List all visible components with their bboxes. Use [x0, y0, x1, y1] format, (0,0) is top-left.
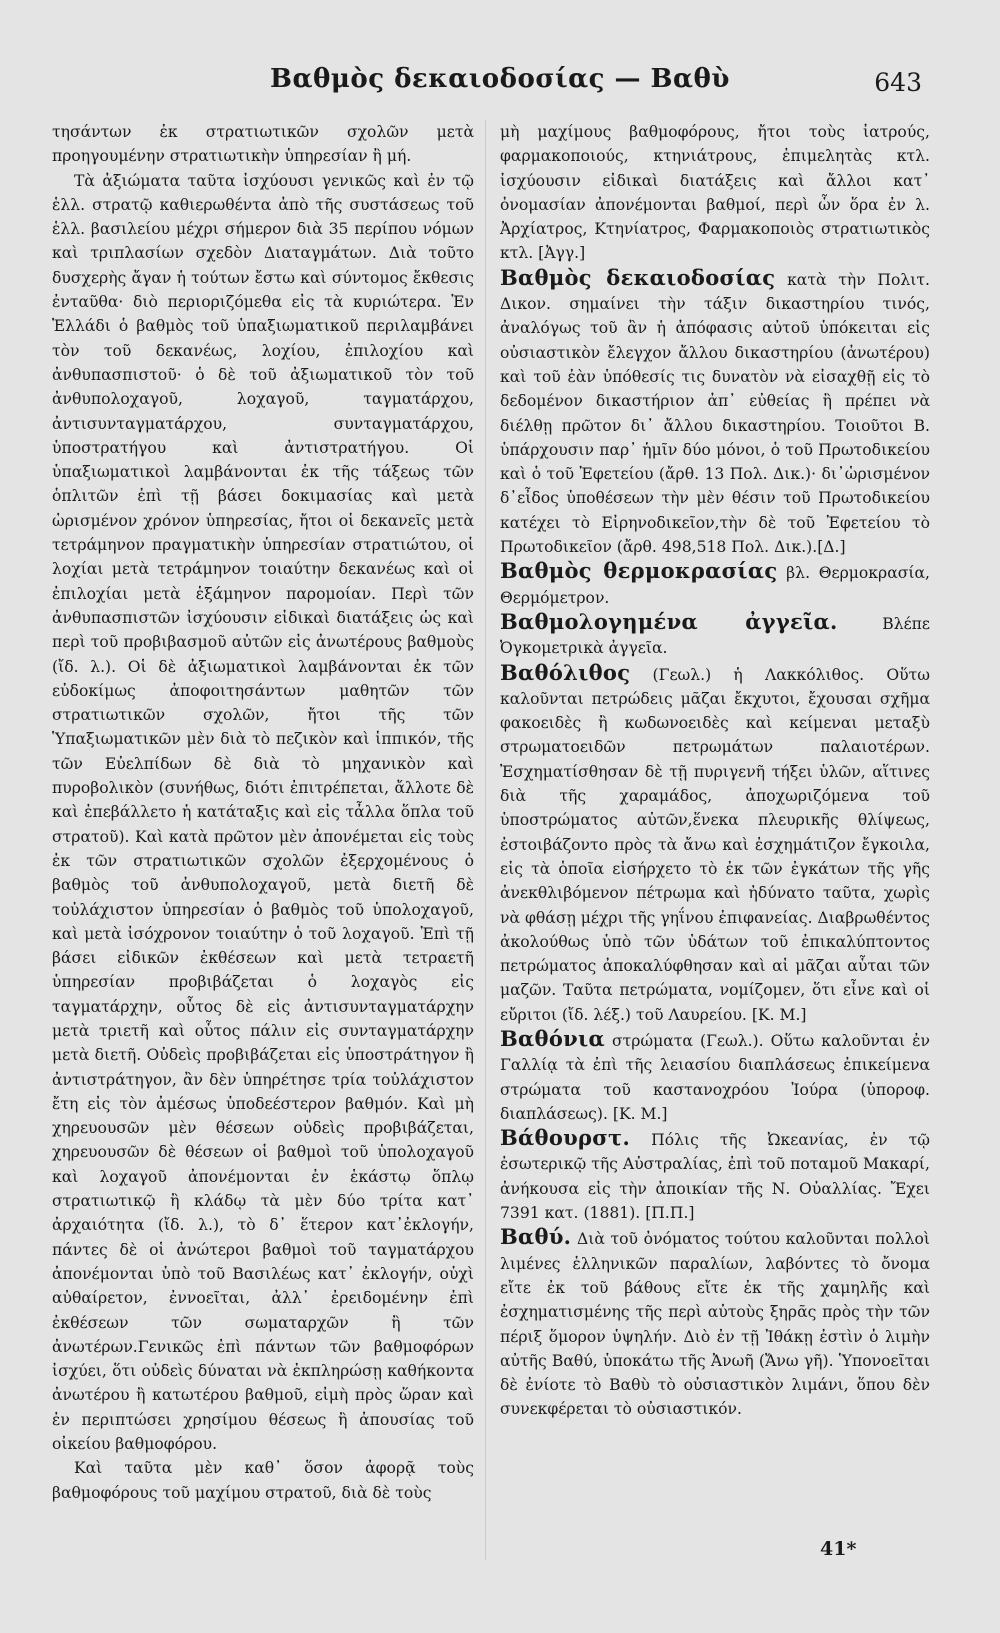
page-header	[0, 62, 1000, 106]
right-column	[500, 120, 930, 1422]
entry-text: Βλέπε Ὀγκομετρικὰ ἀγγεῖα.	[500, 614, 930, 658]
entry-text: βλ. Θερμοκρασία, Θερμόμετρον.	[500, 564, 930, 607]
right-intro: μὴ μαχίμους βαθμοφόρους, ἤτοι τοὺς ἰατρούς, φαρμακοποιούς, κτηνιάτρους, ἐπιμελητὰς κτλ. ἰσχύουσιν εἰδικαὶ διατάξεις καὶ ἄλλοι κατ᾽ ὀνομασίαν ἀπονέμονται βαθμοί, περὶ ὧν ὅρα ἐν λ. Ἀρχίατρος, Κτηνίατρος, Φαρμακοποιὸς στρατιωτικὸς κτλ. [Ἀγγ.]	[500, 123, 930, 263]
dictionary-entry	[500, 559, 930, 610]
dictionary-entry	[500, 1027, 930, 1126]
entry-headword: Βαθόνια	[500, 1025, 605, 1051]
entry-text: (Γεωλ.) ἡ Λακκόλιθος. Οὕτω καλοῦνται πετρώδεις μᾶζαι ἔκχυτοι, ἔχουσαι σχῆμα φακοειδὲς ἢ κωδωνοειδὲς καὶ κείμεναι μεταξὺ στρωματοειδῶν πετρωμάτων παλαιοτέρων. Ἐσχηματίσθησαν δὲ τῇ πυριγενῆ τήξει ὑλῶν, αἵτινες διὰ τῆς χαραμάδος, ἀποχωριζόμενα τοῦ ὑποστρώματος αὐτῶν,ἕνεκα πλευρικῆς θλίψεως, ἐστοιβάζοντο πρὸς τὰ ἄνω καὶ ἐσχημάτιζον ἔγκοιλα, εἰς τὰ ὁποῖα εἰσήρχετο τὸ ἐκ τῶν ἐγκάτων τῆς γῆς ἀνεκθλιβόμενον πέτρωμα καὶ ἠδύνατο ταῦτα, χωρὶς νὰ φθάσῃ μέχρι τῆς γηΐνου ἐπιφανείας. Διαβρωθέντος ἀκολούθως ὑπὸ τῶν ὑδάτων τοῦ ἐπικαλύπτοντος πετρώματος ἀποκαλύφθησαν καὶ αἱ μᾶζαι αὗται τῶν μαζῶν. Ταῦτα πετρώματα, νομίζομεν, ὅτι εἶνε καὶ οἱ εὔριτοι (ἴδ. λέξ.) τοῦ Λαυρείου. [Κ. Μ.]	[500, 665, 930, 1024]
dictionary-entry	[500, 661, 930, 1027]
entry-headword: Βαθμὸς δεκαιοδοσίας	[500, 264, 776, 290]
page-number: 643	[874, 68, 922, 97]
entry-headword: Βάθουρστ.	[500, 1125, 631, 1151]
dictionary-entry	[500, 1126, 930, 1225]
running-title: Βαθμὸς δεκαιοδοσίας — Βαθὺ	[270, 64, 730, 94]
left-paragraph: Τὰ ἀξιώματα ταῦτα ἰσχύουσι γενικῶς καὶ ἐν τῷ ἑλλ. στρατῷ καθιερωθέντα ἀπὸ τῆς συστάσεως τοῦ ἑλλ. βασιλείου μέχρι σήμερον διὰ 35 περίπου νόμων καὶ τριπλασίων σχεδὸν Διαταγμάτων. Διὰ τοῦτο δυσχερὴς ἄγαν ἡ τούτων ἔστω καὶ σύντομος ἔκθεσις ἐνταῦθα· διὸ περιοριζόμεθα εἰς τὰ κυριώτερα. Ἐν Ἑλλάδι ὁ βαθμὸς τοῦ ὑπαξιωματικοῦ περιλαμβάνει τὸν τοῦ δεκανέως, λοχίου, ἐπιλοχίου καὶ ἀνθυπασπιστοῦ· ὁ δὲ τοῦ ἀξιωματικοῦ τὸν τοῦ ἀνθυπολοχαγοῦ, λοχαγοῦ, ταγματάρχου, ἀντισυνταγματάρχου, συνταγματάρχου, ὑποστρατήγου καὶ ἀντιστρατήγου. Οἱ ὑπαξιωματικοὶ λαμβάνονται ἐκ τῆς τάξεως τῶν ὁπλιτῶν ἐπὶ τῇ βάσει δοκιμασίας καὶ μετὰ ὡρισμένον χρόνον ὑπηρεσίας, ἤτοι οἱ δεκανεῖς μετὰ τετράμηνον πραγματικὴν ὑπηρεσίαν στρατιώτου, οἱ λοχίαι μετὰ τετράμηνον τοιαύτην δεκανέως καὶ οἱ ἐπιλοχίαι μετὰ ἑξάμηνον παρομοίαν. Περὶ τῶν ἀνθυπασπιστῶν ἰσχύουσιν εἰδικαὶ διατάξεις ὡς καὶ περὶ τοῦ προβιβασμοῦ αὐτῶν εἰς ἀνωτέρους βαθμοὺς (ἴδ. λ.). Οἱ δὲ ἀξιωματικοὶ λαμβάνονται ἐκ τῶν εὐδοκίμως ἀποφοιτησάντων μαθητῶν τῶν στρατιωτικῶν σχολῶν, ἤτοι τῆς τῶν Ὑπαξιωματικῶν μὲν διὰ τὸ πεζικὸν καὶ ἱππικόν, τῆς τῶν Εὐελπίδων δὲ διὰ τὸ μηχανικὸν καὶ πυροβολικὸν (συνήθως, διότι ἐπιτρέπεται, ἄλλοτε δὲ καὶ ἐπεβάλλετο ἡ κατάταξις καὶ εἰς τἆλλα ὅπλα τοῦ στρατοῦ). Καὶ κατὰ πρῶτον μὲν ἀπονέμεται εἰς τοὺς ἐκ τῶν στρατιωτικῶν σχολῶν ἐξερχομένους ὁ βαθμὸς τοῦ ἀνθυπολοχαγοῦ, μετὰ διετῆ δὲ τοὐλάχιστον ὑπηρεσίαν ὁ βαθμὸς τοῦ ὑπολοχαγοῦ, καὶ μετὰ ἰσόχρονον τοιαύτην ὁ τοῦ λοχαγοῦ. Ἐπὶ τῇ βάσει εἰδικῶν ἐκθέσεων καὶ μετὰ τετραετῆ ὑπηρεσίαν προβιβάζεται ὁ λοχαγὸς εἰς ταγματάρχην, οὗτος δὲ εἰς ἀντισυνταγματάρχην μετὰ τριετῆ καὶ οὗτος πάλιν εἰς συνταγματάρχην μετὰ διετῆ. Οὐδεὶς προβιβάζεται εἰς ὑποστράτηγον ἢ ἀντιστράτηγον, ἂν δὲν ὑπηρέτησε τρία τοὐλάχιστον ἔτη εἰς τὸν ἀμέσως ὑποδεέστερον βαθμόν. Καὶ μὴ χηρευουσῶν μὲν θέσεων οὐδεὶς προβιβάζεται, χηρευουσῶν δὲ θέσεων οἱ βαθμοὶ τοῦ ὑπολοχαγοῦ καὶ λοχαγοῦ ἀπονέμονται ἐν ἑκάστῳ ὅπλῳ στρατιωτικῷ ἢ κλάδῳ τὰ μὲν δύο τρίτα κατ᾽ ἀρχαιότητα (ἴδ. λ.), τὸ δ᾽ ἕτερον κατ᾽ἐκλογήν, πάντες δὲ οἱ ἀνώτεροι βαθμοὶ τοῦ ταγματάρχου ἀπονέμονται ὑπὸ τοῦ Βασιλέως κατ᾽ ἐκλογήν, οὐχὶ αὐθαίρετον, ἐννοεῖται, ἀλλ᾽ ἐρειδομένην ἐπὶ ἐκθέσεων τῶν σωματαρχῶν ἢ τῶν ἀνωτέρων.Γενικῶς ἐπὶ πάντων τῶν βαθμοφόρων ἰσχύει, ὅτι οὐδεὶς δύναται νὰ ἐκπληρώσῃ καθήκοντα ἀνωτέρου ἢ κατωτέρου βαθμοῦ, εἰμὴ πρὸς ὥραν καὶ ἐν περιπτώσει χρησίμου θέσεως ἢ ἀπουσίας τοῦ οἰκείου βαθμοφόρου.	[52, 171, 474, 1454]
entry-headword: Βαθμὸς θερμοκρασίας	[500, 558, 778, 584]
entry-headword: Βαθόλιθος	[500, 659, 631, 685]
entry-text: Διὰ τοῦ ὀνόματος τούτου καλοῦνται πολλοὶ λιμένες ἑλληνικῶν παραλίων, λαβόντες τὸ ὄνομα εἴτε ἐκ τοῦ βάθους εἴτε ἐκ τῆς χαμηλῆς καὶ ἐσχηματισμένης τῆς περὶ αὐτοὺς ξηρᾶς πρὸς τὴν τῶν πέριξ ὅμορον ὑψηλήν. Διὸ ἐν τῇ Ἰθάκῃ ἐστὶν ὁ λιμὴν αὐτῆς Βαθύ, ὑποκάτω τῆς Ἀνωῆ (Ἄνω γῆ). Ὑπονοεῖται δὲ ἐνίοτε τὸ Βαθὺ τὸ οὐσιαστικὸν λιμάνι, ὅπου δὲν συνεκφέρεται τὸ οὐσιαστικόν.	[500, 1230, 930, 1419]
dictionary-entry	[500, 610, 930, 661]
entry-headword: Βαθμολογημένα ἀγγεῖα.	[500, 608, 838, 634]
left-paragraph: τησάντων ἐκ στρατιωτικῶν σχολῶν μετὰ προηγουμένην στρατιωτικὴν ὑπηρεσίαν ἢ μή.	[52, 123, 474, 166]
column-divider	[485, 120, 486, 1560]
dictionary-entry	[500, 1225, 930, 1421]
signature-mark: 41*	[820, 1538, 857, 1560]
entry-text: κατὰ τὴν Πολιτ. Δικον. σημαίνει τὴν τάξιν δικαστηρίου τινός, ἀναλόγως τοῦ ἂν ἡ ἀπόφασις αὐτοῦ ὑπόκειται εἰς οὐσιαστικὸν ἔλεγχον ἄλλου δικαστηρίου (ἀνωτέρου) καὶ τοῦ ἐὰν ὑπόθεσίς τις δυνατὸν νὰ εἰσαχθῇ εἰς τὸ δεδομένον δικαστήριον ἀπ᾽ εὐθείας ἢ πρέπει νὰ διέλθῃ πρῶτον δι᾽ ἄλλου δικαστηρίου. Τοιοῦτοι Β. ὑπάρχουσιν παρ᾽ ἡμῖν δύο μόνοι, ὁ τοῦ Πρωτοδικείου καὶ ὁ τοῦ Ἐφετείου (ἄρθ. 13 Πολ. Δικ.)· δι᾽ὡρισμένον δ᾽εἶδος ὑποθέσεων τὴν μὲν θέσιν τοῦ Πρωτοδικείου κατέχει τὸ Εἰρηνοδικεῖον,τὴν δὲ τοῦ Ἐφετείου τὸ Πρωτοδικεῖον (ἄρθ. 498,518 Πολ. Δικ.).[Δ.]	[500, 270, 930, 557]
entry-headword: Βαθύ.	[500, 1224, 572, 1250]
entry-text: Πόλις τῆς Ὠκεανίας, ἐν τῷ ἐσωτερικῷ τῆς Αὐστραλίας, ἐπὶ τοῦ ποταμοῦ Μακαρί, ἀνήκουσα εἰς τὴν ἀποικίαν τῆς Ν. Οὐαλλίας. Ἔχει 7391 κατ. (1881). [Π.Π.]	[500, 1131, 930, 1223]
entry-text: στρώματα (Γεωλ.). Οὕτω καλοῦνται ἐν Γαλλίᾳ τὰ ἐπὶ τῆς λειασίου διαπλάσεως ἐπικείμενα στρώματα τοῦ καστανοχρόου Ἰούρα (ὑποροφ. διαπλάσεως). [Κ. Μ.]	[500, 1031, 930, 1123]
dictionary-entry	[500, 266, 930, 560]
left-paragraph: Καὶ ταῦτα μὲν καθ᾽ ὅσον ἀφορᾷ τοὺς βαθμοφόρους τοῦ μαχίμου στρατοῦ, διὰ δὲ τοὺς	[52, 1459, 474, 1502]
left-column	[52, 120, 474, 1505]
